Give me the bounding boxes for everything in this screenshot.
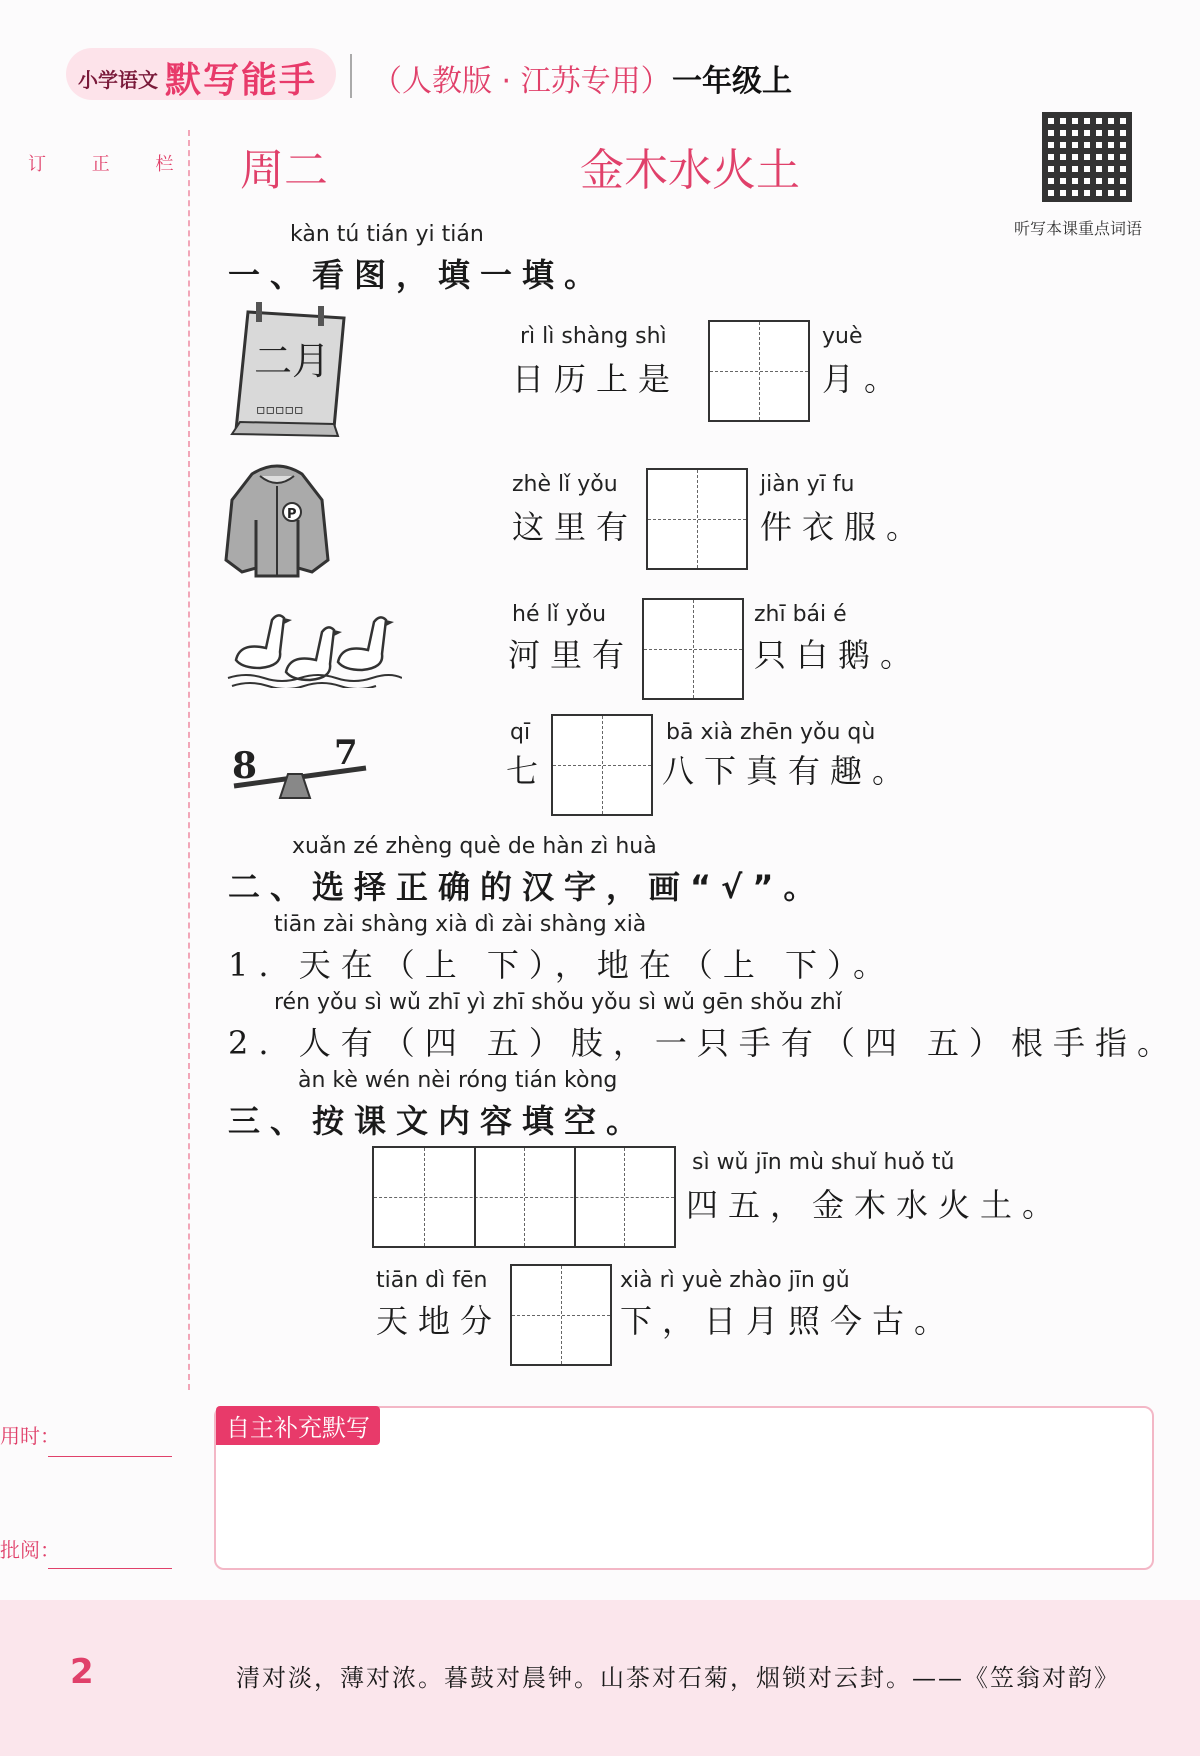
line2-pre-pinyin: tiān dì fēn [376, 1268, 488, 1293]
svg-text:P: P [287, 507, 297, 522]
q2-pinyin: rén yǒu sì wǔ zhī yì zhī shǒu yǒu sì wǔ gēn shǒu zhǐ [274, 990, 842, 1015]
grade-label: 一年级上 [672, 64, 792, 99]
section3-pinyin: àn kè wén nèi róng tián kòng [298, 1068, 618, 1093]
section3-heading: 三、按课文内容填空。 [228, 1102, 649, 1140]
header-divider [350, 54, 352, 98]
item4-pre-text: 七 [506, 752, 549, 790]
item4-post-pinyin: bā xià zhēn yǒu qù [666, 720, 876, 745]
jacket-icon [222, 460, 332, 580]
qr-caption: 听写本课重点词语 [1014, 219, 1143, 238]
line2-answer-box[interactable] [510, 1264, 612, 1366]
calendar-text: 二月 [254, 339, 331, 383]
series-title: 默写能手 [165, 60, 318, 101]
item3-post-text: 只白鹅。 [754, 636, 923, 674]
item4-post-text: 八下真有趣。 [662, 752, 915, 790]
item2-post-text: 件衣服。 [760, 508, 929, 546]
section1-heading: 一、看图，填一填。 [228, 256, 607, 294]
edition-label: （人教版 · 江苏专用） [372, 64, 671, 99]
supplement-tag: 自主补充默写 [216, 1406, 380, 1445]
time-label: 用时： [0, 1424, 60, 1448]
item2-pre-text: 这里有 [512, 508, 639, 546]
item2-post-pinyin: jiàn yī fu [760, 472, 855, 497]
line1-text: 四五，金木水火土。 [686, 1186, 1065, 1224]
geese-icon [226, 604, 402, 688]
svg-text:7: 7 [334, 738, 358, 773]
item1-pre-text: 日历上是 [512, 360, 681, 398]
section3-answer-boxes[interactable] [372, 1146, 676, 1248]
item2-answer-box[interactable] [646, 468, 748, 570]
item3-post-pinyin: zhī bái é [754, 602, 847, 627]
section1-pinyin: kàn tú tián yi tián [290, 222, 484, 247]
review-field[interactable] [48, 1568, 172, 1569]
item1-post-pinyin: yuè [822, 324, 863, 349]
margin-line [188, 130, 190, 1390]
q2-text[interactable]: 2. 人有（四 五）肢，一只手有（四 五）根手指。 [228, 1024, 1180, 1062]
line2-post-pinyin: xià rì yuè zhào jīn gǔ [620, 1268, 850, 1293]
q1-pinyin: tiān zài shàng xià dì zài shàng xià [274, 912, 647, 937]
section2-heading: 二、选择正确的汉字，画“√”。 [228, 868, 826, 906]
line2-pre-text: 天地分 [376, 1302, 503, 1340]
series-small: 小学语文 [78, 68, 158, 92]
page-number: 2 [70, 1652, 94, 1692]
item4-pre-pinyin: qī [510, 720, 531, 745]
item3-pre-pinyin: hé lǐ yǒu [512, 602, 607, 627]
day-title: 周二 [240, 145, 328, 196]
correction-column-label: 订 正 栏 [28, 154, 194, 175]
footer-quote: 清对淡，薄对浓。暮鼓对晨钟。山茶对石菊，烟锁对云封。——《笠翁对韵》 [236, 1664, 1120, 1692]
line1-pinyin: sì wǔ jīn mù shuǐ huǒ tǔ [692, 1150, 955, 1175]
item3-answer-box[interactable] [642, 598, 744, 700]
item2-pre-pinyin: zhè lǐ yǒu [512, 472, 618, 497]
review-label: 批阅： [0, 1538, 60, 1562]
q1-text[interactable]: 1. 天在（上 下），地在（上 下）。 [228, 946, 896, 984]
svg-text:8: 8 [232, 745, 258, 787]
seesaw-icon [226, 738, 374, 800]
svg-text:▫▫▫▫▫: ▫▫▫▫▫ [256, 402, 304, 418]
item1-post-text: 月。 [822, 360, 907, 398]
item3-pre-text: 河里有 [508, 636, 635, 674]
section2-pinyin: xuǎn zé zhèng què de hàn zì huà [292, 834, 657, 859]
item1-pre-pinyin: rì lì shàng shì [520, 324, 667, 349]
line2-post-text: 下，日月照今古。 [620, 1302, 957, 1340]
item4-answer-box[interactable] [551, 714, 653, 816]
time-field[interactable] [48, 1456, 172, 1457]
item1-answer-box[interactable] [708, 320, 810, 422]
qr-code[interactable] [1042, 112, 1132, 202]
lesson-title: 金木水火土 [580, 145, 800, 196]
calendar-icon [226, 300, 356, 438]
